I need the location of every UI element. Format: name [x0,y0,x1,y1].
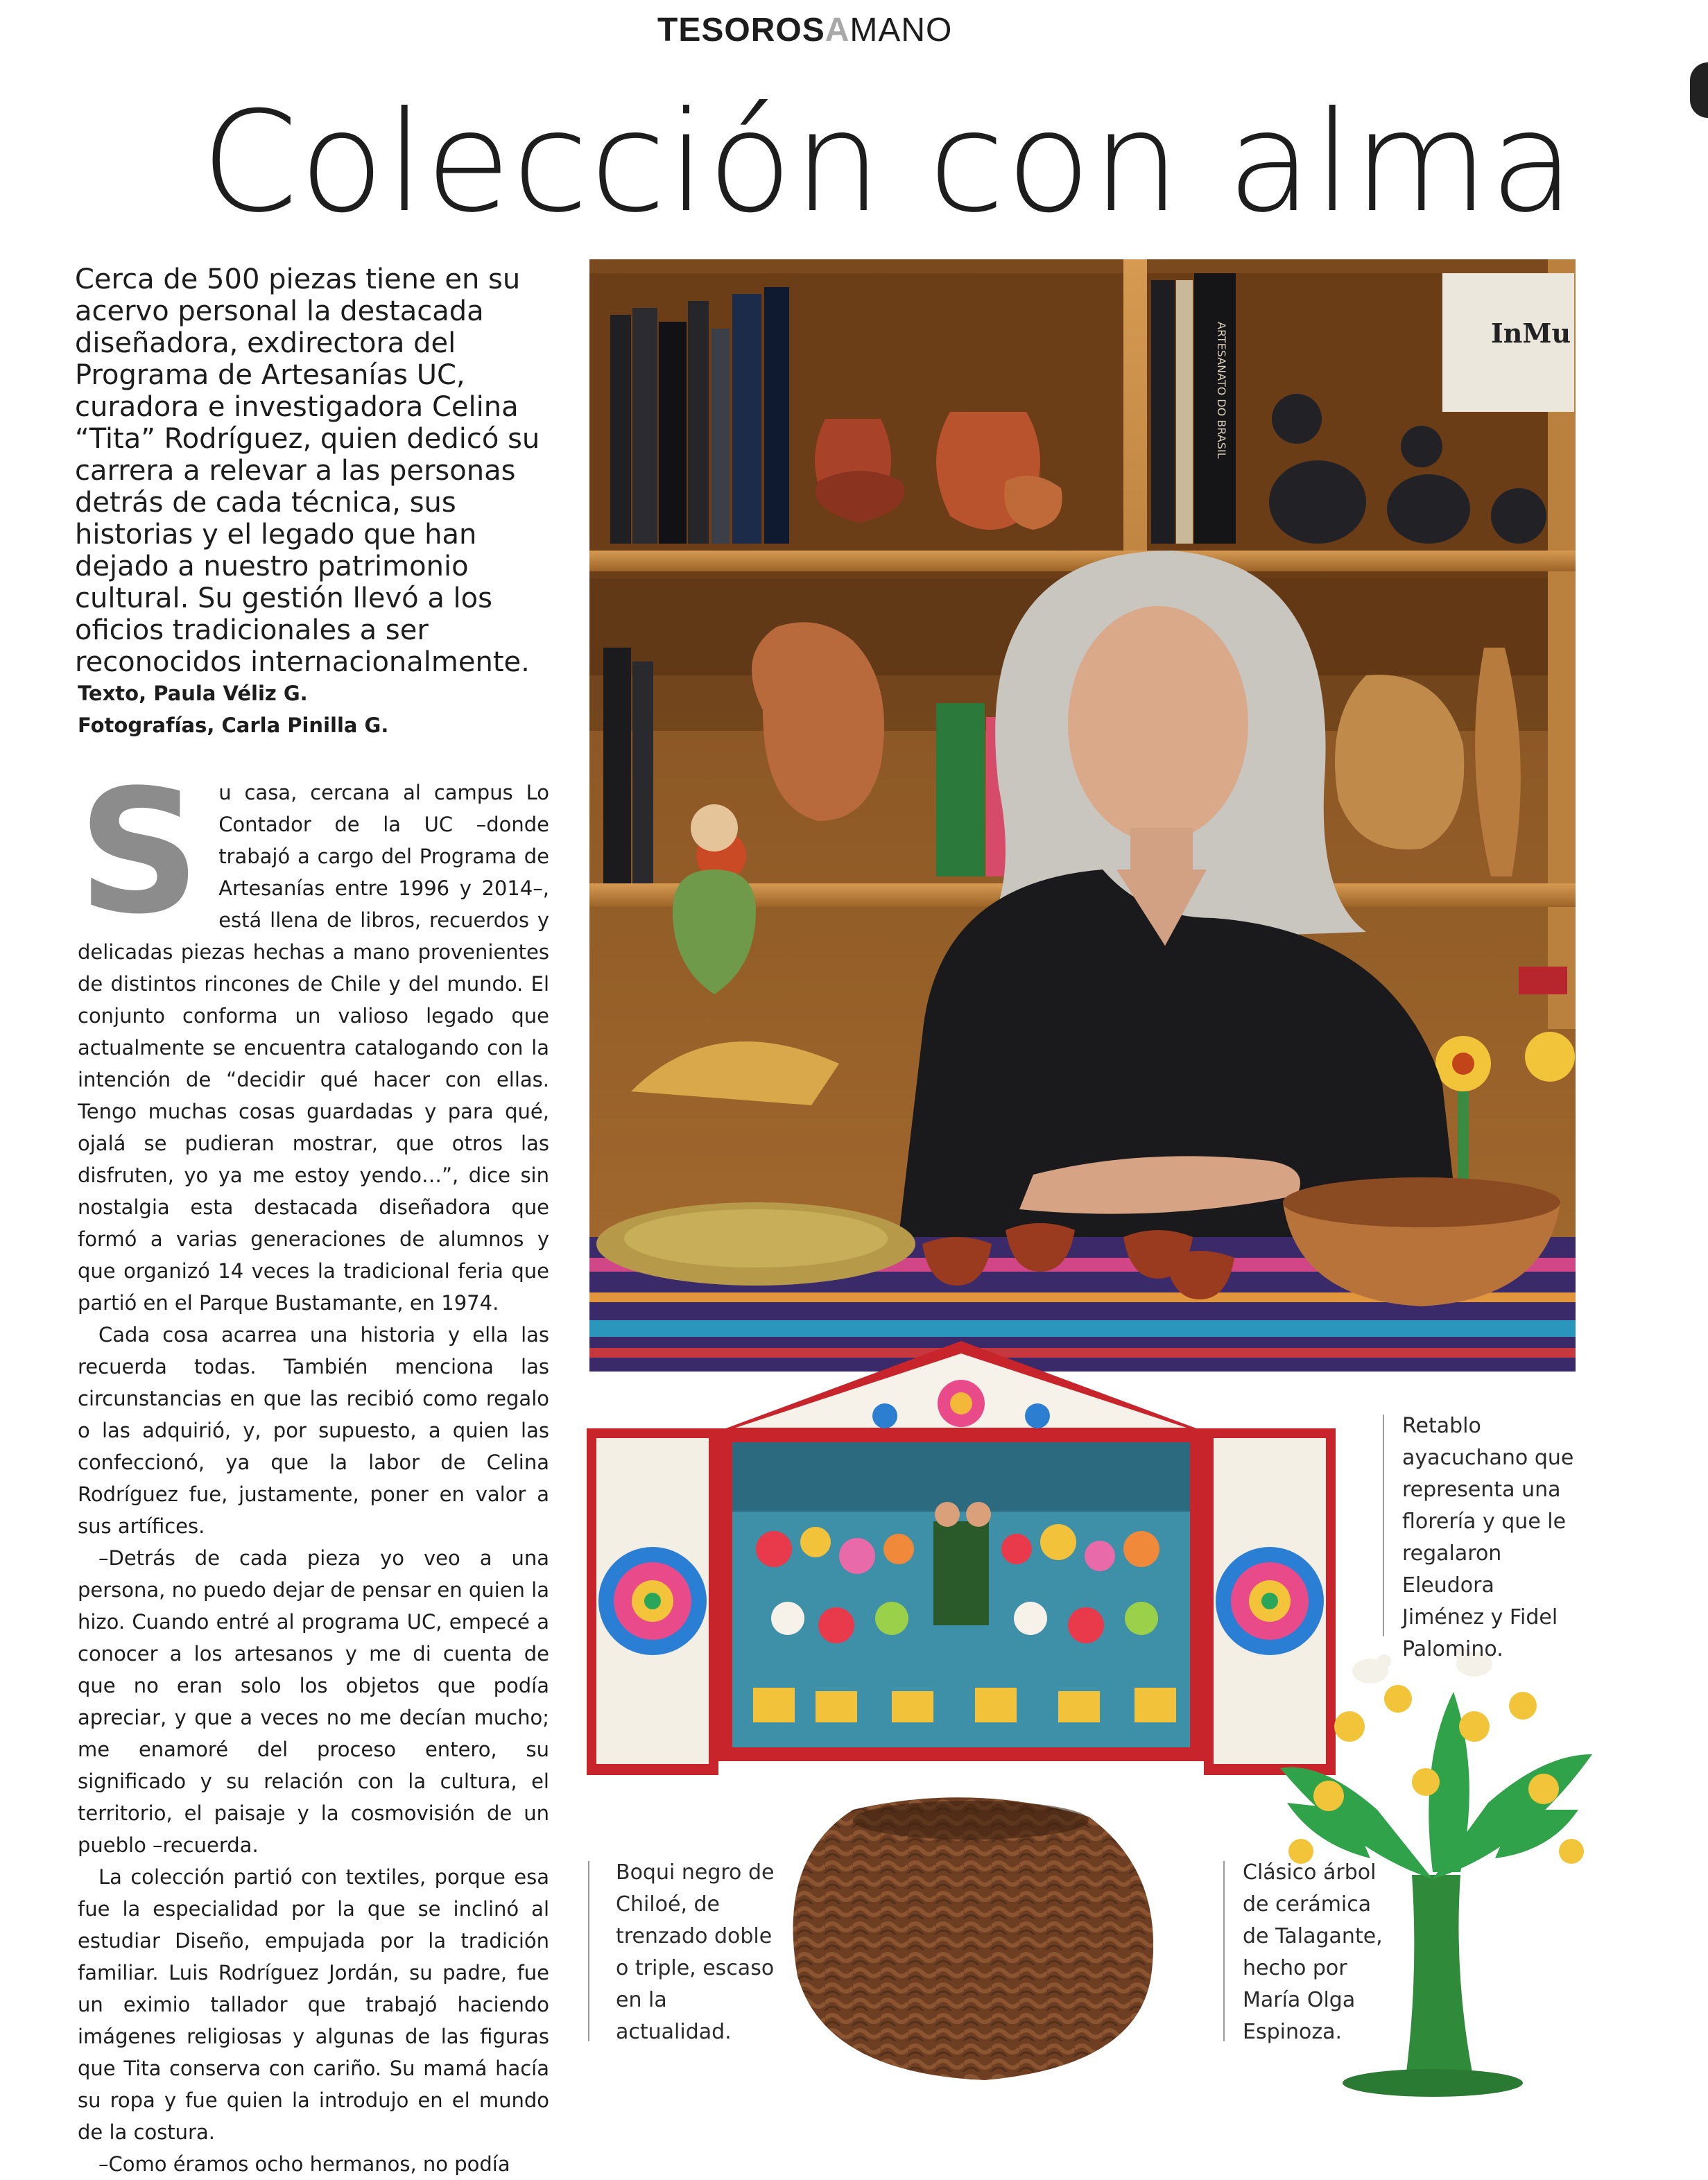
lede-paragraph: Cerca de 500 piezas tiene en su acervo personal la destacada diseñadora, exdirectora del Programa de Artesanías UC, curadora e investigadora Celina “Tita” Rodríguez, quien dedicó su carrera a relevar a las personas detrás de cada técnica, sus historias y el legado que han dejado a nuestro patrimonio cultural. Su gestión llevó a los oficios tradicionales a ser reconocidos internacionalmente. [75,263,540,678]
book-spine-text: ARTESANATO DO BRASIL [1215,322,1228,459]
caption-arbol: Clásico árbol de cerámica de Talagante, hecho por María Olga Espinoza. [1243,1860,1383,2044]
credit-photos: Fotografías, Carla Pinilla G. [78,713,389,737]
credit-text: Texto, Paula Véliz G. [78,682,308,705]
caption-retablo: Retablo ayacuchano que representa una florería y que le regalaron Eleudora Jiménez y Fidel Palomino. [1402,1414,1574,1661]
body-paragraph-2: Cada cosa acarrea una historia y ella las recuerda todas. También menciona las circunstancias en que las recibió como regalo o las adquirió, y, por supuesto, a quien las confeccionó, ya que la labor de Celina Rodríguez fue, justamente, poner en valor a sus artífices. [78,1323,549,1538]
section-part-light: MANO [849,12,953,49]
portrait-photo [589,259,1576,1372]
caption-rule-arbol [1223,1861,1225,2041]
drop-cap: S [78,754,201,952]
book-cover-text: InMu [1491,318,1571,349]
caption-boqui: Boqui negro de Chiloé, de trenzado doble o triple, escaso en la actualidad. [616,1860,775,2044]
body-paragraph-3: –Detrás de cada pieza yo veo a una persona, no puedo dejar de pensar en quien la hizo. Cuando entré al programa UC, empecé a conocer a los artesanos y me di cuenta de que no eran solo los objetos que podía apreciar, y que a veces no me decían mucho; me enamoré del proceso entero, su significado y su relación con la cultura, el territorio, el paisaje y la cosmovisión de un pueblo –recuerda. [78,1546,549,1857]
headline: Colección con alma [201,82,1576,243]
section-part-bold: TESOROS [657,12,825,49]
retablo-image [587,1341,1356,1778]
caption-rule-retablo [1383,1415,1384,1636]
section-part-accent: A [825,12,850,49]
article-body [78,754,549,2176]
body-paragraph-4: La colección partió con textiles, porque esa fue la especialidad por la que se inclinó al estudiar Diseño, empujada por la tradición familiar. Luis Rodríguez Jordán, su padre, fue un eximio tallador que trabajó haciendo imágenes religiosas y algunas de las figuras que Tita conserva con cariño. Su mamá hacía su ropa y fue quien la introdujo en el mundo de la costura. [78,1865,549,2144]
body-paragraph-1: u casa, cercana al campus Lo Contador de la UC –donde trabajó a cargo del Programa de Artesanías entre 1996 y 2014–, está llena de libros, recuerdos y delicadas piezas hechas a mano provenientes de distintos rincones de Chile y del mundo. El conjunto conforma un valioso legado que actualmente se encuentra catalogando con la intención de “decidir qué hacer con ellas. Tengo muchas cosas guardadas y para qué, ojalá se pudieran mostrar, que otros las disfruten, yo ya me estoy yendo…”, dice sin nostalgia esta destacada diseñadora que formó a varias generaciones de alumnos y que organizó 14 veces la tradicional feria que partió en el Parque Bustamante, en 1974. [78,781,549,1315]
page-edge-mark [1690,62,1708,118]
basket-image [770,1782,1172,2083]
section-header [657,10,952,51]
caption-rule-boqui [588,1861,589,2041]
body-paragraph-5: –Como éramos ocho hermanos, no podía [98,2152,510,2176]
